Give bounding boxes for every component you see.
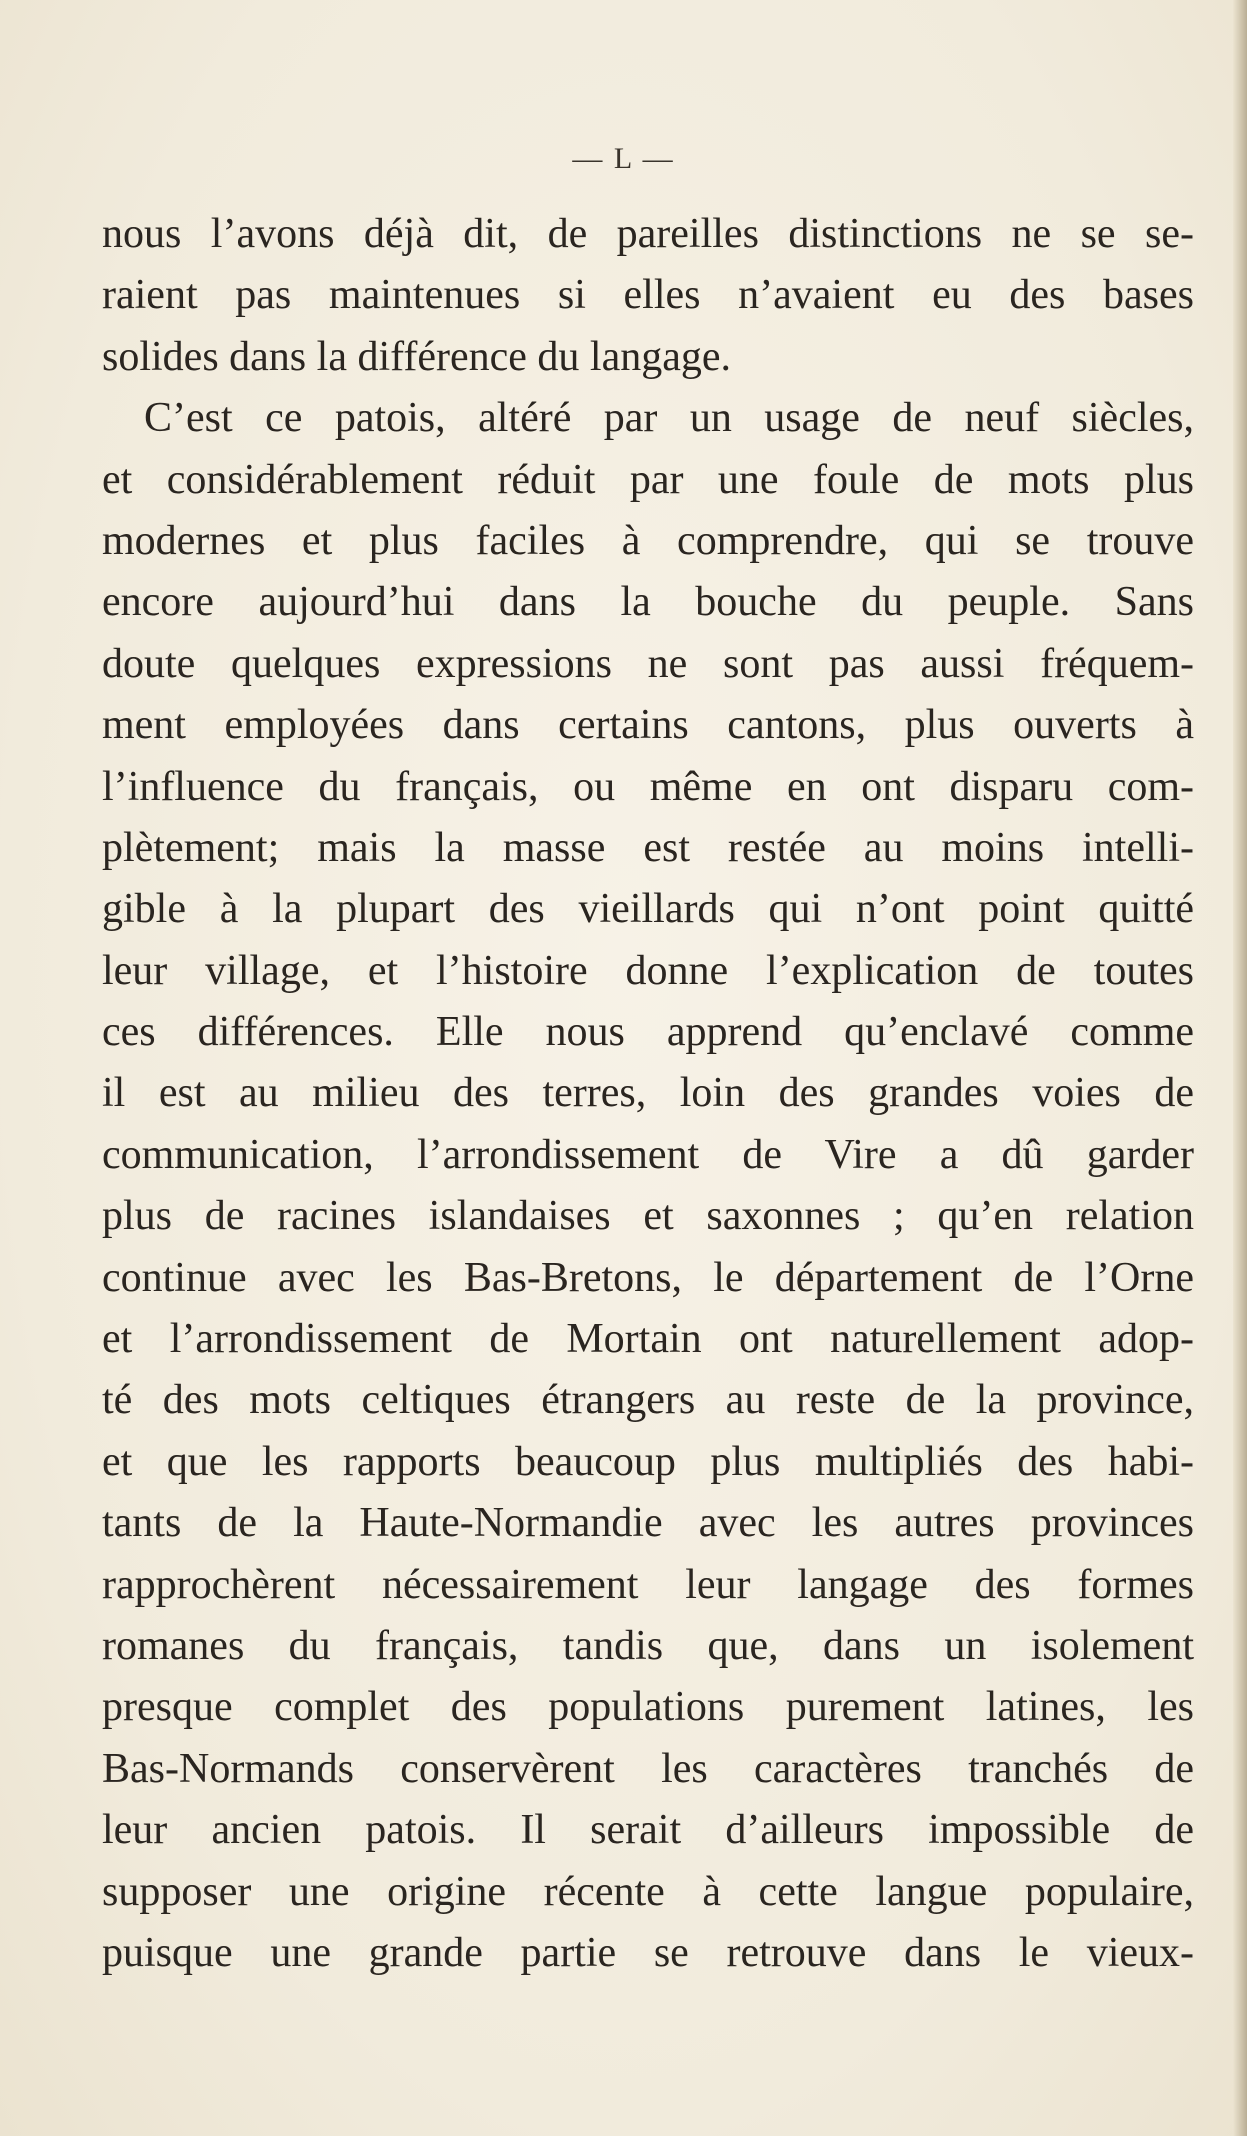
text-line: communication, l’arrondissement de Vire a dû garder: [102, 1131, 1194, 1178]
text-line: ment employées dans certains cantons, plus ouverts à: [102, 702, 1194, 749]
text-line: et l’arrondissement de Mortain ont naturellement adop-: [102, 1316, 1194, 1363]
text-line: il est au milieu des terres, loin des grandes voies de: [102, 1070, 1194, 1117]
text-line: ces différences. Elle nous apprend qu’enclavé comme: [102, 1009, 1194, 1056]
text-line: plètement; mais la masse est restée au moins intelli-: [102, 824, 1194, 871]
text-line: gible à la plupart des vieillards qui n’ont point quitté: [102, 886, 1194, 933]
text-line: supposer une origine récente à cette langue populaire,: [102, 1868, 1194, 1915]
page-edge: [1233, 0, 1247, 2136]
text-line: presque complet des populations purement latines, les: [102, 1684, 1194, 1731]
text-line: plus de racines islandaises et saxonnes ; qu’en relation: [102, 1193, 1194, 1240]
text-line: encore aujourd’hui dans la bouche du peuple. Sans: [102, 579, 1194, 626]
text-line: Bas-Normands conservèrent les caractères tranchés de: [102, 1745, 1194, 1792]
text-line: puisque une grande partie se retrouve dans le vieux-: [102, 1929, 1194, 1976]
text-line: doute quelques expressions ne sont pas aussi fréquem-: [102, 640, 1194, 687]
text-line: leur village, et l’histoire donne l’explication de toutes: [102, 947, 1194, 994]
text-line: rapprochèrent nécessairement leur langage des formes: [102, 1561, 1194, 1608]
text-line: l’influence du français, ou même en ont disparu com-: [102, 763, 1194, 810]
text-line: tants de la Haute-Normandie avec les autres provinces: [102, 1500, 1194, 1547]
text-line: té des mots celtiques étrangers au reste de la province,: [102, 1377, 1194, 1424]
text-line: raient pas maintenues si elles n’avaient eu des bases: [102, 272, 1194, 319]
text-line: leur ancien patois. Il serait d’ailleurs impossible de: [102, 1807, 1194, 1854]
body-text: [102, 204, 1194, 1984]
text-line: C’est ce patois, altéré par un usage de neuf siècles,: [144, 395, 1194, 442]
text-line: romanes du français, tandis que, dans un isolement: [102, 1622, 1194, 1669]
text-line: nous l’avons déjà dit, de pareilles distinctions ne se se-: [102, 211, 1194, 257]
text-line: modernes et plus faciles à comprendre, qui se trouve: [102, 517, 1194, 564]
text-line: continue avec les Bas-Bretons, le département de l’Orne: [102, 1254, 1194, 1301]
text-line: solides dans la différence du langage.: [102, 333, 731, 380]
text-line: et considérablement réduit par une foule de mots plus: [102, 456, 1194, 503]
text-line: et que les rapports beaucoup plus multipliés des habi-: [102, 1438, 1194, 1485]
page-number: — L —: [572, 142, 675, 175]
